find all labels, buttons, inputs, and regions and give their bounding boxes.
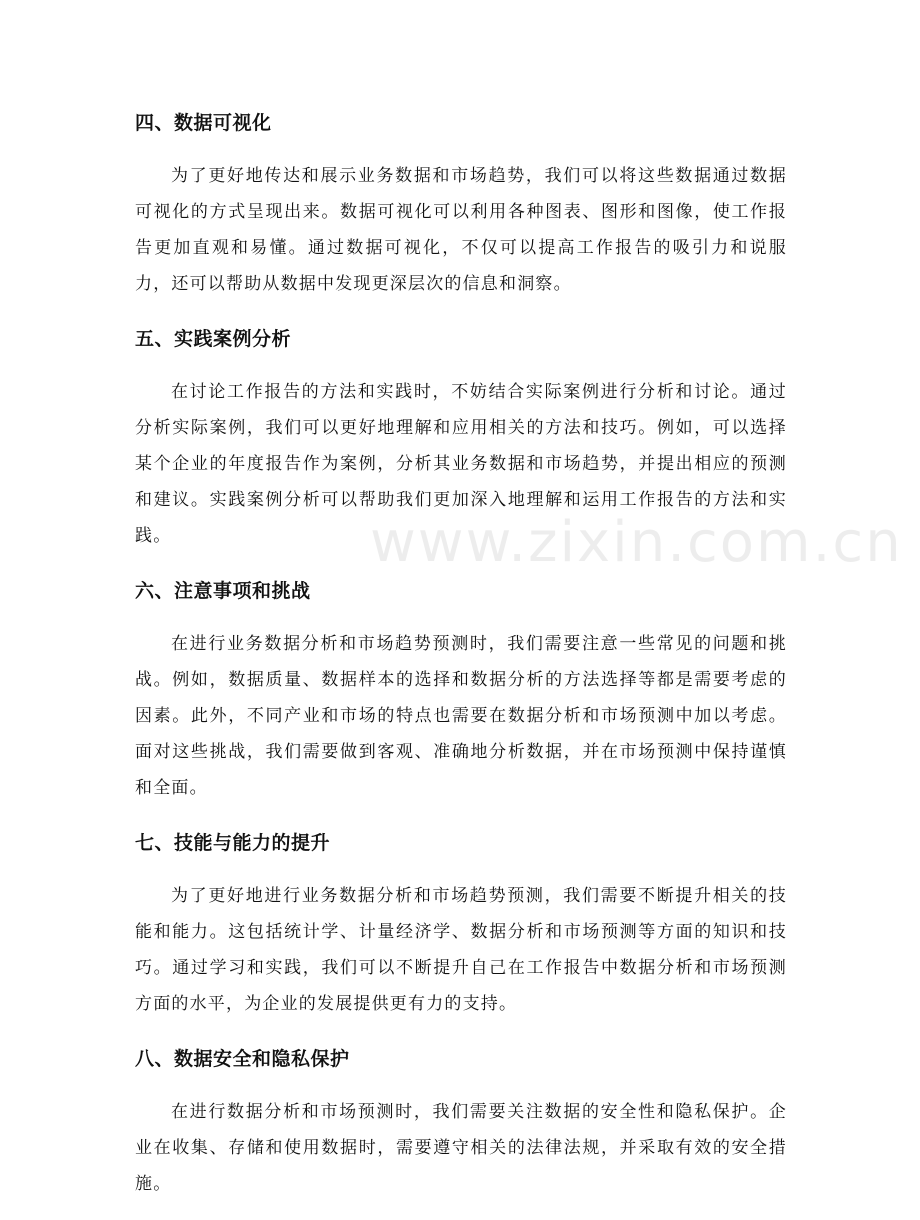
section-heading: 五、实践案例分析 <box>135 328 292 350</box>
section-case-study <box>135 320 787 554</box>
document-body <box>135 104 903 1220</box>
section-paragraph: 为了更好地传达和展示业务数据和市场趋势，我们可以将这些数据通过数据可视化的方式呈现出来。数据可视化可以利用各种图表、图形和图像，使工作报告更加直观和易懂。通过数据可视化，不仅可以提高工作报告的吸引力和说服力，还可以帮助从数据中发现更深层次的信息和洞察。 <box>135 166 787 294</box>
section-data-visualization <box>135 104 787 302</box>
section-paragraph: 在进行数据分析和市场预测时，我们需要关注数据的安全性和隐私保护。企业在收集、存储和使用数据时，需要遵守相关的法律法规，并采取有效的安全措施。 <box>135 1102 787 1194</box>
section-paragraph: 在讨论工作报告的方法和实践时，不妨结合实际案例进行分析和讨论。通过分析实际案例，我们可以更好地理解和应用相关的方法和技巧。例如，可以选择某个企业的年度报告作为案例，分析其业务数据和市场趋势，并提出相应的预测和建议。实践案例分析可以帮助我们更加深入地理解和运用工作报告的方法和实践。 <box>135 382 787 546</box>
section-heading: 六、注意事项和挑战 <box>135 580 311 602</box>
section-heading: 四、数据可视化 <box>135 112 272 134</box>
section-paragraph: 在进行业务数据分析和市场趋势预测时，我们需要注意一些常见的问题和挑战。例如，数据质量、数据样本的选择和数据分析的方法选择等都是需要考虑的因素。此外，不同产业和市场的特点也需要在数据分析和市场预测中加以考虑。面对这些挑战，我们需要做到客观、准确地分析数据，并在市场预测中保持谨慎和全面。 <box>135 634 787 798</box>
watermark: www.zixin.com.cn <box>370 510 903 575</box>
section-skills <box>135 824 787 1022</box>
section-heading: 八、数据安全和隐私保护 <box>135 1048 350 1070</box>
section-notes-challenges <box>135 572 787 806</box>
section-heading: 七、技能与能力的提升 <box>135 832 331 854</box>
section-paragraph: 为了更好地进行业务数据分析和市场趋势预测，我们需要不断提升相关的技能和能力。这包括统计学、计量经济学、数据分析和市场预测等方面的知识和技巧。通过学习和实践，我们可以不断提升自己在工作报告中数据分析和市场预测方面的水平，为企业的发展提供更有力的支持。 <box>135 886 787 1014</box>
section-data-security <box>135 1040 787 1202</box>
